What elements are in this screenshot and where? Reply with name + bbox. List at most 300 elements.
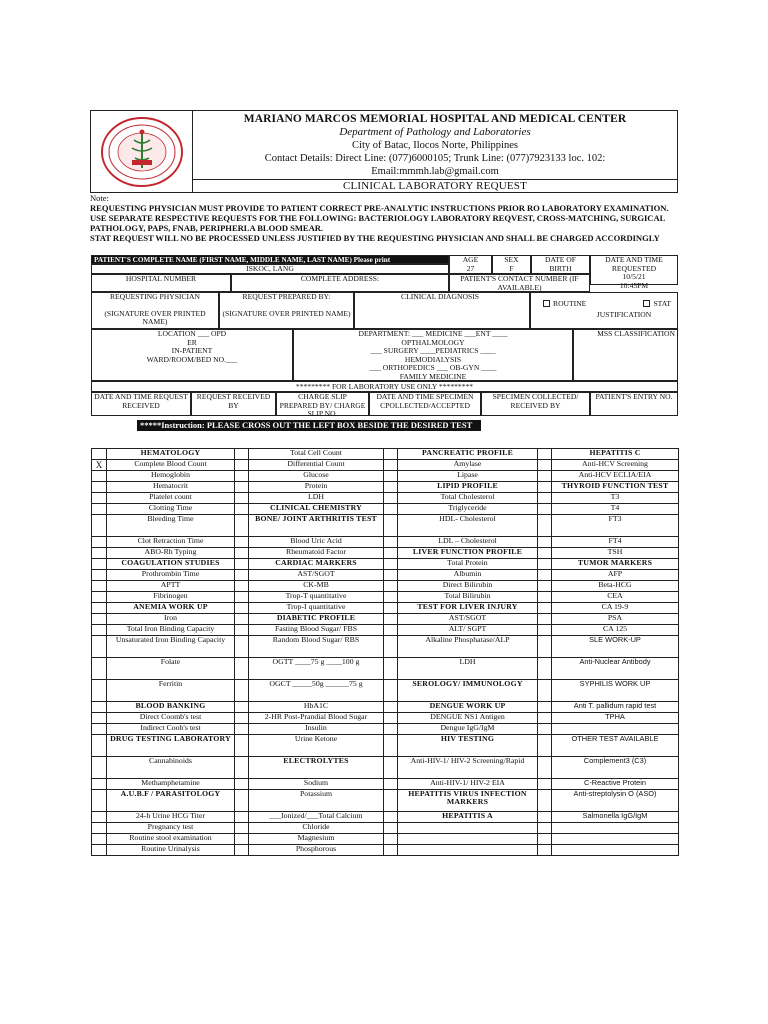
- table-row: [92, 636, 679, 658]
- form-notes: [90, 193, 680, 243]
- sex-field[interactable]: SEX F: [492, 255, 531, 274]
- test-checkbox[interactable]: [384, 581, 398, 592]
- test-name: Trop-T quantitative: [249, 592, 384, 603]
- table-row: [92, 493, 679, 504]
- test-checkbox[interactable]: [538, 713, 552, 724]
- test-checkbox[interactable]: [92, 834, 107, 845]
- test-name: AFP: [552, 570, 679, 581]
- test-checkbox[interactable]: [384, 790, 398, 812]
- table-row: [92, 790, 679, 812]
- test-checkbox[interactable]: [538, 779, 552, 790]
- test-checkbox[interactable]: X: [92, 460, 107, 471]
- dob-field[interactable]: DATE OF BIRTH: [531, 255, 590, 274]
- test-checkbox[interactable]: [235, 592, 249, 603]
- test-name: OTHER TEST AVAILABLE: [552, 735, 679, 757]
- test-checkbox[interactable]: [384, 834, 398, 845]
- test-checkbox[interactable]: [92, 625, 107, 636]
- table-row: [92, 548, 679, 559]
- test-selection-table: [91, 448, 679, 856]
- test-checkbox[interactable]: [92, 757, 107, 779]
- test-checkbox[interactable]: [92, 702, 107, 713]
- test-name: Iron: [107, 614, 235, 625]
- test-checkbox[interactable]: [235, 713, 249, 724]
- test-checkbox[interactable]: [538, 735, 552, 757]
- test-category-header: ANEMIA WORK UP: [107, 603, 235, 614]
- test-checkbox[interactable]: [384, 845, 398, 856]
- test-name: Anti-HCV ECLIA/EIA: [552, 471, 679, 482]
- contact-email: Email:mmmh.lab@gmail.com: [371, 166, 499, 177]
- routine-checkbox[interactable]: [543, 300, 550, 307]
- test-checkbox[interactable]: [92, 845, 107, 856]
- hospital-city: City of Batac, Ilocos Norte, Philippines: [352, 140, 518, 151]
- test-category-header: DENGUE WORK UP: [398, 702, 538, 713]
- test-name: Fibrinogen: [107, 592, 235, 603]
- test-name: Total Protein: [398, 559, 538, 570]
- test-checkbox[interactable]: [538, 625, 552, 636]
- department-name: Department of Pathology and Laboratories: [339, 126, 531, 138]
- test-checkbox[interactable]: [538, 471, 552, 482]
- test-name: LDH: [398, 658, 538, 680]
- test-checkbox[interactable]: [384, 515, 398, 537]
- test-checkbox[interactable]: [384, 636, 398, 658]
- test-checkbox[interactable]: [384, 680, 398, 702]
- table-row: [92, 779, 679, 790]
- test-checkbox[interactable]: [384, 658, 398, 680]
- test-name: [398, 823, 538, 834]
- test-name: Glucose: [249, 471, 384, 482]
- test-category-header: HEPATITIS C: [552, 449, 679, 460]
- test-category-header: HEPATITIS VIRUS INFECTION MARKERS: [398, 790, 538, 812]
- test-checkbox[interactable]: [92, 636, 107, 658]
- test-checkbox[interactable]: [92, 493, 107, 504]
- test-checkbox[interactable]: [384, 812, 398, 823]
- test-name: Fasting Blood Sugar/ FBS: [249, 625, 384, 636]
- test-category-header: DIABETIC PROFILE: [249, 614, 384, 625]
- test-checkbox[interactable]: [92, 504, 107, 515]
- test-category-header: CLINICAL CHEMISTRY: [249, 504, 384, 515]
- test-name: C-Reactive Protein: [552, 779, 679, 790]
- justification-label: JUSTIFICATION: [596, 309, 652, 319]
- table-row: [92, 845, 679, 856]
- test-name: Clot Retraction Time: [107, 537, 235, 548]
- sex-value: F: [509, 263, 514, 273]
- lab-entry-no-field[interactable]: PATIENT'S ENTRY NO.: [590, 392, 678, 416]
- routine-option[interactable]: ROUTINE: [543, 300, 586, 309]
- test-name: Protein: [249, 482, 384, 493]
- test-checkbox[interactable]: [235, 493, 249, 504]
- test-checkbox[interactable]: [538, 493, 552, 504]
- test-checkbox[interactable]: [538, 449, 552, 460]
- test-name: Anti-HCV Screening: [552, 460, 679, 471]
- test-name: OGTT ____75 g ____100 g: [249, 658, 384, 680]
- test-checkbox[interactable]: [384, 823, 398, 834]
- test-category-header: COAGULATION STUDIES: [107, 559, 235, 570]
- test-checkbox[interactable]: [235, 614, 249, 625]
- test-checkbox[interactable]: [538, 834, 552, 845]
- test-checkbox[interactable]: [92, 724, 107, 735]
- test-checkbox[interactable]: [92, 482, 107, 493]
- test-checkbox[interactable]: [384, 460, 398, 471]
- test-checkbox[interactable]: [538, 482, 552, 493]
- test-checkbox[interactable]: [384, 735, 398, 757]
- test-checkbox[interactable]: [235, 757, 249, 779]
- test-checkbox[interactable]: [538, 592, 552, 603]
- test-name: Bleeding Time: [107, 515, 235, 537]
- test-name: [398, 834, 538, 845]
- test-checkbox[interactable]: [92, 735, 107, 757]
- test-name: SLE WORK-UP: [552, 636, 679, 658]
- test-checkbox[interactable]: [384, 449, 398, 460]
- test-checkbox[interactable]: [384, 482, 398, 493]
- table-row: [92, 823, 679, 834]
- lab-charge-slip-field[interactable]: CHARGE SLIP PREPARED BY/ CHARGE SLIP NO.: [276, 392, 369, 416]
- test-name: Chloride: [249, 823, 384, 834]
- test-category-header: HEMATOLOGY: [107, 449, 235, 460]
- test-name: LDL – Cholesterol: [398, 537, 538, 548]
- table-row: [92, 735, 679, 757]
- test-name: Anti-HIV-1/ HIV-2 EIA: [398, 779, 538, 790]
- patient-name-label: PATIENT'S COMPLETE NAME (FIRST NAME, MIDDLE NAME, LAST NAME) Please print: [91, 255, 449, 264]
- test-checkbox[interactable]: [538, 636, 552, 658]
- test-name: AST/SGOT: [249, 570, 384, 581]
- test-category-header: HIV TESTING: [398, 735, 538, 757]
- test-name: Anti-Nuclear Antibody: [552, 658, 679, 680]
- age-value: 27: [466, 263, 475, 273]
- test-name: Potassium: [249, 790, 384, 812]
- hospital-logo: [91, 111, 193, 192]
- test-checkbox[interactable]: [92, 680, 107, 702]
- test-name: CK-MB: [249, 581, 384, 592]
- table-row: [92, 559, 679, 570]
- test-category-header: PANCREATIC PROFILE: [398, 449, 538, 460]
- table-row: [92, 702, 679, 713]
- test-name: Differential Count: [249, 460, 384, 471]
- test-name: Cannabinoids: [107, 757, 235, 779]
- test-checkbox[interactable]: [235, 636, 249, 658]
- test-name: 24-h Urine HCG Titer: [107, 812, 235, 823]
- test-name: CA 125: [552, 625, 679, 636]
- test-name: Total Iron Binding Capacity: [107, 625, 235, 636]
- test-name: T3: [552, 493, 679, 504]
- patient-name-value: ISKOC, LANG: [246, 264, 294, 273]
- test-checkbox[interactable]: [384, 471, 398, 482]
- test-name: LDH: [249, 493, 384, 504]
- test-checkbox[interactable]: [235, 449, 249, 460]
- test-category-header: LIPID PROFILE: [398, 482, 538, 493]
- lab-date-received-field[interactable]: DATE AND TIME REQUEST RECEIVED: [91, 392, 191, 416]
- mss-classification-field[interactable]: MSS CLASSIFICATION: [573, 329, 678, 381]
- test-name: Anti-streptolysin O (ASO): [552, 790, 679, 812]
- test-checkbox[interactable]: [235, 735, 249, 757]
- test-name: Indirect Coob's test: [107, 724, 235, 735]
- test-name: Rheumatoid Factor: [249, 548, 384, 559]
- table-row: [92, 482, 679, 493]
- test-name: Urine Ketone: [249, 735, 384, 757]
- test-checkbox[interactable]: [384, 779, 398, 790]
- test-name: Complement3 (C3): [552, 757, 679, 779]
- test-name: T4: [552, 504, 679, 515]
- test-checkbox[interactable]: [92, 812, 107, 823]
- test-name: Prothrombin Time: [107, 570, 235, 581]
- form-header: [90, 110, 678, 193]
- test-checkbox[interactable]: [384, 559, 398, 570]
- test-name: [552, 823, 679, 834]
- test-checkbox[interactable]: [538, 570, 552, 581]
- test-name: Blood Uric Acid: [249, 537, 384, 548]
- test-name: APTT: [107, 581, 235, 592]
- test-checkbox[interactable]: [92, 449, 107, 460]
- table-row: [92, 625, 679, 636]
- notes-stat-warning: STAT REQUEST WILL NO BE PROCESSED UNLESS JUSTIFIED BY THE REQUESTING PHYSICIAN AND SHALL BE CHARGED ACCORDINGLY: [90, 233, 660, 243]
- lab-specimen-collected-field[interactable]: DATE AND TIME SPECIMEN CPOLLECTED/ACCEPTED: [369, 392, 481, 416]
- table-row: [92, 757, 679, 779]
- test-checkbox[interactable]: [92, 559, 107, 570]
- test-category-header: LIVER FUNCTION PROFILE: [398, 548, 538, 559]
- department-field[interactable]: DEPARTMENT: ___ MEDICINE ___ENT ____ OPTHALMOLOGY ___ SURGERY ____PEDIATRICS ____ HEMODIALYSIS ___ ORTHOPEDICS ___ OB-GYN ____ FAMILY MEDICINE: [293, 329, 573, 381]
- test-name: 2-HR Post-Prandial Blood Sugar: [249, 713, 384, 724]
- test-checkbox[interactable]: [235, 823, 249, 834]
- test-name: Hemoglobin: [107, 471, 235, 482]
- test-checkbox[interactable]: [538, 757, 552, 779]
- test-checkbox[interactable]: [384, 592, 398, 603]
- test-checkbox[interactable]: [384, 570, 398, 581]
- test-name: Clotting Time: [107, 504, 235, 515]
- test-checkbox[interactable]: [384, 493, 398, 504]
- test-name: Sodium: [249, 779, 384, 790]
- table-row: [92, 592, 679, 603]
- table-row: [92, 658, 679, 680]
- test-checkbox[interactable]: [235, 581, 249, 592]
- test-checkbox[interactable]: [538, 537, 552, 548]
- test-checkbox[interactable]: [235, 570, 249, 581]
- test-checkbox[interactable]: [538, 790, 552, 812]
- test-checkbox[interactable]: [384, 757, 398, 779]
- hospital-number-field[interactable]: HOSPITAL NUMBER: [91, 274, 231, 292]
- contact-number-field[interactable]: PATIENT'S CONTACT NUMBER (IF AVAILABLE): [449, 274, 590, 292]
- test-checkbox[interactable]: [235, 537, 249, 548]
- test-checkbox[interactable]: [92, 570, 107, 581]
- test-name: [398, 845, 538, 856]
- test-checkbox[interactable]: [235, 680, 249, 702]
- test-name: Pregnancy test: [107, 823, 235, 834]
- test-name: Lipase: [398, 471, 538, 482]
- test-checkbox[interactable]: [92, 515, 107, 537]
- test-name: AST/SGOT: [398, 614, 538, 625]
- requesting-physician-field[interactable]: REQUESTING PHYSICIAN (SIGNATURE OVER PRINTED NAME): [91, 292, 219, 329]
- lab-received-by-field[interactable]: REQUEST RECEIVED BY: [191, 392, 276, 416]
- test-name: TSH: [552, 548, 679, 559]
- test-checkbox[interactable]: [384, 702, 398, 713]
- test-checkbox[interactable]: [384, 603, 398, 614]
- table-row: [92, 680, 679, 702]
- test-name: Complete Blood Count: [107, 460, 235, 471]
- test-name: Beta-HCG: [552, 581, 679, 592]
- table-row: [92, 614, 679, 625]
- test-checkbox[interactable]: [235, 548, 249, 559]
- test-checkbox[interactable]: [235, 724, 249, 735]
- test-checkbox[interactable]: [538, 845, 552, 856]
- test-name: Insulin: [249, 724, 384, 735]
- table-row: [92, 812, 679, 823]
- test-checkbox[interactable]: [235, 482, 249, 493]
- test-checkbox[interactable]: [235, 559, 249, 570]
- test-name: [552, 845, 679, 856]
- test-name: PSA: [552, 614, 679, 625]
- test-name: Albumin: [398, 570, 538, 581]
- test-checkbox[interactable]: [538, 724, 552, 735]
- priority-field: [530, 292, 678, 329]
- hospital-name: MARIANO MARCOS MEMORIAL HOSPITAL AND MEDICAL CENTER: [243, 113, 627, 125]
- test-checkbox[interactable]: [538, 504, 552, 515]
- table-row: [92, 460, 679, 471]
- lab-specimen-received-by-field[interactable]: SPECIMEN COLLECTED/ RECEIVED BY: [481, 392, 590, 416]
- test-checkbox[interactable]: [384, 548, 398, 559]
- table-row: [92, 713, 679, 724]
- age-field[interactable]: AGE 27: [449, 255, 492, 274]
- test-checkbox[interactable]: [92, 614, 107, 625]
- test-name: Direct Bilirubin: [398, 581, 538, 592]
- test-checkbox[interactable]: [384, 625, 398, 636]
- stat-checkbox[interactable]: [643, 300, 650, 307]
- test-name: Folate: [107, 658, 235, 680]
- test-checkbox[interactable]: [538, 823, 552, 834]
- test-checkbox[interactable]: [538, 460, 552, 471]
- test-checkbox[interactable]: [92, 823, 107, 834]
- test-name: Total Cholesterol: [398, 493, 538, 504]
- test-checkbox[interactable]: [92, 779, 107, 790]
- test-name: FT3: [552, 515, 679, 537]
- date-requested-field[interactable]: DATE AND TIME REQUESTED 10/5/21 10:45PM: [590, 255, 678, 285]
- table-row: [92, 504, 679, 515]
- location-field[interactable]: LOCATION ___ OPD ER IN-PATIENT WARD/ROOM/BED NO.___: [91, 329, 293, 381]
- test-category-header: SEROLOGY/ IMMUNOLOGY: [398, 680, 538, 702]
- test-checkbox[interactable]: [92, 581, 107, 592]
- test-category-header: TUMOR MARKERS: [552, 559, 679, 570]
- test-checkbox[interactable]: [92, 537, 107, 548]
- stat-option[interactable]: STAT: [643, 300, 671, 309]
- test-checkbox[interactable]: [235, 504, 249, 515]
- test-checkbox[interactable]: [92, 548, 107, 559]
- test-name: DENGUE NS1 Antigen: [398, 713, 538, 724]
- test-name: Random Blood Sugar/ RBS: [249, 636, 384, 658]
- test-checkbox[interactable]: [235, 779, 249, 790]
- table-row: [92, 724, 679, 735]
- test-name: Direct Coomb's test: [107, 713, 235, 724]
- test-name: Routine Urinalysis: [107, 845, 235, 856]
- test-name: ALT/ SGPT: [398, 625, 538, 636]
- test-checkbox[interactable]: [538, 702, 552, 713]
- test-checkbox[interactable]: [538, 603, 552, 614]
- test-checkbox[interactable]: [538, 548, 552, 559]
- test-checkbox[interactable]: [92, 603, 107, 614]
- test-category-header: ELECTROLYTES: [249, 757, 384, 779]
- test-name: CA 19-9: [552, 603, 679, 614]
- test-name: ABO-Rh Typing: [107, 548, 235, 559]
- test-checkbox[interactable]: [235, 658, 249, 680]
- form-title: CLINICAL LABORATORY REQUEST: [193, 179, 677, 192]
- test-checkbox[interactable]: [235, 845, 249, 856]
- test-checkbox[interactable]: [384, 713, 398, 724]
- test-checkbox[interactable]: [235, 471, 249, 482]
- test-name: TPHA: [552, 713, 679, 724]
- test-category-header: DRUG TESTING LABORATORY: [107, 735, 235, 757]
- test-name: Magnesium: [249, 834, 384, 845]
- test-name: OGCT _____50g ______75 g: [249, 680, 384, 702]
- test-name: ___Ionized/___Total Calcium: [249, 812, 384, 823]
- test-name: Hematocrit: [107, 482, 235, 493]
- notes-label: Note:: [90, 193, 109, 203]
- hospital-seal-icon: [99, 116, 185, 188]
- test-name: Ferritin: [107, 680, 235, 702]
- test-checkbox[interactable]: [92, 790, 107, 812]
- test-checkbox[interactable]: [92, 592, 107, 603]
- test-checkbox[interactable]: [384, 614, 398, 625]
- test-checkbox[interactable]: [235, 702, 249, 713]
- test-checkbox[interactable]: [235, 790, 249, 812]
- test-name: Total Bilirubin: [398, 592, 538, 603]
- test-checkbox[interactable]: [92, 471, 107, 482]
- test-checkbox[interactable]: [384, 537, 398, 548]
- test-checkbox[interactable]: [538, 559, 552, 570]
- contact-details: Contact Details: Direct Line: (077)6000105; Trunk Line: (077)7923133 loc. 102:: [264, 153, 606, 164]
- test-checkbox[interactable]: [384, 504, 398, 515]
- address-field[interactable]: COMPLETE ADDRESS:: [231, 274, 449, 292]
- test-category-header: THYROID FUNCTION TEST: [552, 482, 679, 493]
- test-name: Anti-HIV-1/ HIV-2 Screening/Rapid: [398, 757, 538, 779]
- test-checkbox[interactable]: [92, 658, 107, 680]
- test-name: Triglyceride: [398, 504, 538, 515]
- test-checkbox[interactable]: [235, 625, 249, 636]
- test-category-header: BLOOD BANKING: [107, 702, 235, 713]
- cross-out-instruction: *****Instruction: PLEASE CROSS OUT THE LEFT BOX BESIDE THE DESIRED TEST: [137, 420, 481, 431]
- test-name: SYPHILIS WORK UP: [552, 680, 679, 702]
- test-name: Phosphorous: [249, 845, 384, 856]
- test-name: Unsaturated Iron Binding Capacity: [107, 636, 235, 658]
- test-category-header: A.U.B.F / PARASITOLOGY: [107, 790, 235, 812]
- test-checkbox[interactable]: [92, 713, 107, 724]
- test-checkbox[interactable]: [235, 460, 249, 471]
- test-checkbox[interactable]: [538, 515, 552, 537]
- test-name: HDL- Cholesterol: [398, 515, 538, 537]
- test-checkbox[interactable]: [538, 581, 552, 592]
- lab-use-banner: ********* FOR LABORATORY USE ONLY *********: [91, 381, 678, 392]
- test-name: Methamphetamine: [107, 779, 235, 790]
- test-name: [552, 834, 679, 845]
- test-checkbox[interactable]: [235, 834, 249, 845]
- table-row: [92, 570, 679, 581]
- test-checkbox[interactable]: [235, 812, 249, 823]
- test-checkbox[interactable]: [538, 812, 552, 823]
- test-checkbox[interactable]: [235, 515, 249, 537]
- test-checkbox[interactable]: [235, 603, 249, 614]
- table-row: [92, 471, 679, 482]
- test-checkbox[interactable]: [384, 724, 398, 735]
- test-category-header: CARDIAC MARKERS: [249, 559, 384, 570]
- test-name: Anti T. pallidum rapid test: [552, 702, 679, 713]
- request-prepared-by-field[interactable]: REQUEST PREPARED BY: (SIGNATURE OVER PRINTED NAME): [219, 292, 354, 329]
- test-checkbox[interactable]: [538, 658, 552, 680]
- time-requested-value: 10:45PM: [619, 280, 649, 290]
- test-checkbox[interactable]: [538, 680, 552, 702]
- test-name: HbA1C: [249, 702, 384, 713]
- patient-name-field[interactable]: [91, 264, 449, 274]
- test-name: Amylase: [398, 460, 538, 471]
- test-category-header: BONE/ JOINT ARTHRITIS TEST: [249, 515, 384, 537]
- table-row: [92, 834, 679, 845]
- test-checkbox[interactable]: [538, 614, 552, 625]
- clinical-diagnosis-field[interactable]: CLINICAL DIAGNOSIS: [354, 292, 530, 329]
- test-category-header: TEST FOR LIVER INJURY: [398, 603, 538, 614]
